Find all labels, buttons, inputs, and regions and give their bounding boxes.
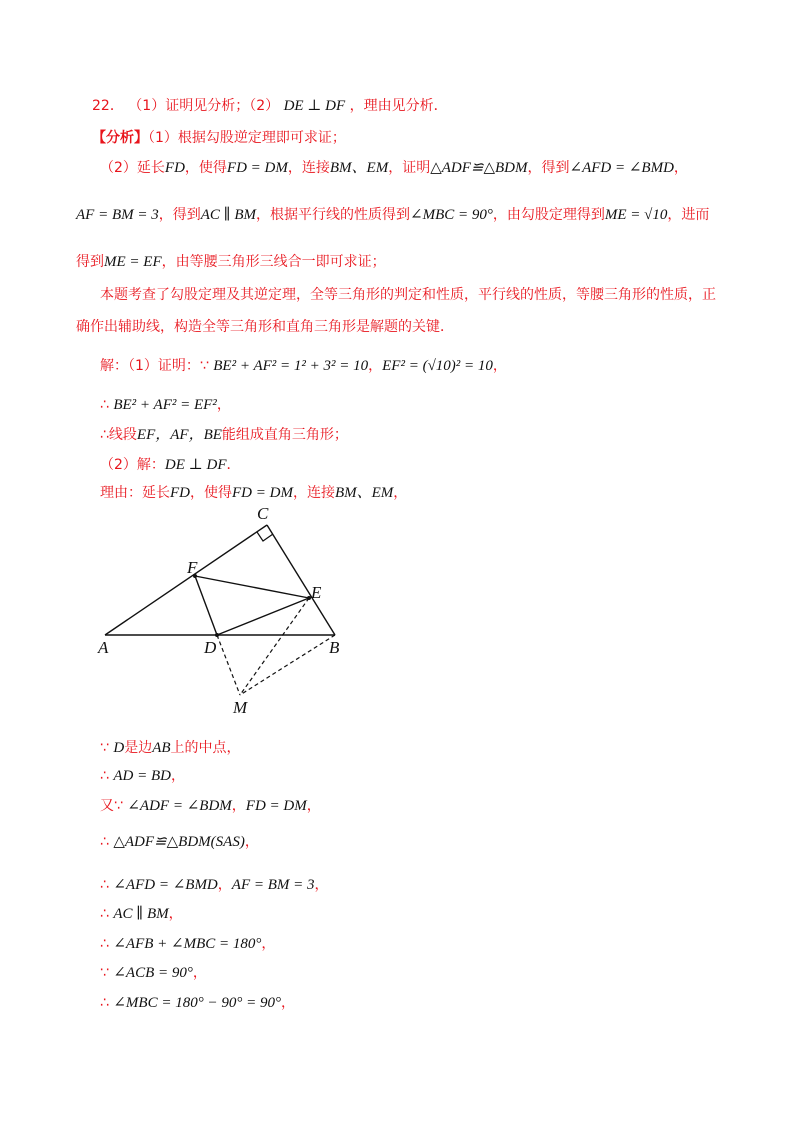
solution-line-4-segment-text: （2）解： [100, 457, 165, 473]
label-A: A [98, 638, 109, 657]
solution-line-1-segment-math: BE² + AF² = 1² + 3² = 10 [213, 358, 369, 374]
analysis-tag: 【分析】 [92, 130, 148, 146]
analysis-line-5 [100, 285, 716, 305]
analysis-text-6: 确作出辅助线，构造全等三角形和直角三角形是解题的关键． [76, 319, 454, 335]
solution-line-2-segment-text: ， [216, 397, 231, 413]
solution-line-3-segment-math: EF，AF，BE [136, 427, 222, 443]
solution-line-5 [100, 483, 407, 503]
analysis-line-2-segment-text: （2）延长 [100, 160, 165, 176]
label-C: C [257, 505, 269, 523]
solution-line-1-segment-text: ， [368, 358, 383, 374]
proof-line-5-segment-math: AF = BM = 3 [231, 877, 315, 893]
proof-line-5-segment-math: ∠AFD = ∠BMD [113, 877, 218, 893]
analysis-line-2-segment-math: ∠AFD = ∠BMD [569, 160, 674, 176]
proof-line-8-segment-text: ， [192, 965, 207, 981]
solution-line-3-segment-text: ∴线段 [100, 427, 137, 443]
segment-CB [267, 525, 335, 635]
label-D: D [204, 638, 217, 657]
proof-line-5 [100, 875, 329, 895]
analysis-line-4-segment-math: ME = EF [104, 254, 162, 270]
proof-line-5-segment-text: ∴ [100, 877, 114, 893]
label-M: M [233, 698, 248, 717]
proof-line-3-segment-text: 又∵ [100, 798, 128, 814]
proof-line-3 [100, 796, 321, 816]
analysis-text-5: 本题考查了勾股定理及其逆定理，全等三角形的判定和性质，平行线的性质，等腰三角形的性质，正 [100, 287, 716, 303]
analysis-line-3-segment-math: AF = BM = 3 [76, 207, 159, 223]
proof-line-4 [100, 832, 259, 852]
proof-line-2-segment-text: ∴ [100, 768, 114, 784]
solution-line-5-segment-text: 理由：延长 [100, 485, 170, 501]
analysis-line-2-segment-text: ，得到 [527, 160, 570, 176]
proof-line-6-segment-math: AC ∥ BM [113, 906, 169, 922]
analysis-line-2-segment-math: BM、EM [329, 160, 389, 176]
segment-BM [240, 635, 335, 695]
analysis-line-3-segment-text: ，得到 [158, 207, 201, 223]
proof-line-2-segment-math: AD = BD [113, 768, 171, 784]
solution-line-5-segment-math: BM、EM [334, 485, 394, 501]
solution-line-4-segment-text: ． [226, 457, 241, 473]
solution-line-2 [100, 395, 231, 415]
segment-FD [195, 576, 217, 635]
analysis-line-6 [76, 317, 454, 337]
segment-DM [217, 635, 240, 695]
solution-line-2-segment-text: ∴ [100, 397, 114, 413]
proof-line-8-segment-math: ∠ACB = 90° [113, 965, 193, 981]
proof-line-9-segment-math: ∠MBC = 180° − 90° = 90° [113, 995, 281, 1011]
analysis-line-4-segment-text: ，由等腰三角形三线合一即可求证； [161, 254, 386, 270]
proof-line-7 [100, 934, 275, 954]
proof-line-9 [100, 993, 295, 1013]
solution-line-1-segment-math: EF² = (√10)² = 10 [382, 358, 493, 374]
proof-line-7-segment-text: ∴ [100, 936, 114, 952]
proof-line-8-segment-text: ∵ [100, 965, 114, 981]
solution-line-1-segment-text: 解：（1）证明：∵ [100, 358, 214, 374]
solution-line-1 [100, 356, 507, 376]
proof-line-1-segment-math: D [113, 740, 125, 756]
solution-line-5-segment-math: FD = DM [232, 485, 293, 501]
proof-line-3-segment-text: ， [306, 798, 321, 814]
analysis-line-1 [92, 128, 346, 148]
solution-line-2-segment-math: BE² + AF² = EF² [113, 397, 217, 413]
proof-line-7-segment-text: ， [261, 936, 276, 952]
proof-line-4-segment-math: △ADF≌△BDM [113, 834, 211, 850]
analysis-line-2 [100, 158, 688, 178]
proof-line-5-segment-text: ， [217, 877, 232, 893]
point-D [215, 633, 219, 637]
question-number: 22． [92, 98, 124, 114]
analysis-line-3-segment-math: ∠MBC = 90° [410, 207, 493, 223]
answer-part1: （1）证明见分析；（2） [128, 98, 280, 114]
analysis-line-3-segment-text: ，进而 [667, 207, 710, 223]
proof-line-3-segment-math: ∠ADF = ∠BDM [127, 798, 232, 814]
analysis-line-2-segment-text: ，连接 [287, 160, 330, 176]
proof-line-8 [100, 963, 207, 983]
analysis-text-1: （1）根据勾股逆定理即可求证； [148, 130, 346, 146]
solution-line-4 [100, 455, 241, 475]
analysis-line-2-segment-math: FD = DM [226, 160, 288, 176]
solution-line-5-segment-math: FD [170, 485, 190, 501]
proof-line-2 [100, 766, 185, 786]
label-F: F [187, 558, 198, 577]
answer-math: DE ⊥ DF [283, 98, 346, 114]
proof-line-6-segment-text: ∴ [100, 906, 114, 922]
proof-line-6 [100, 904, 183, 924]
analysis-line-3-segment-math: ME = √10 [604, 207, 668, 223]
proof-line-4-segment-text: ， [244, 834, 259, 850]
analysis-line-2-segment-math: △ADF≌△BDM [430, 160, 528, 176]
segment-FE [195, 576, 309, 598]
label-E: E [311, 583, 322, 602]
analysis-line-3 [76, 205, 709, 225]
proof-line-9-segment-text: ， [280, 995, 295, 1011]
solution-line-4-segment-math: DE ⊥ DF [164, 457, 227, 473]
analysis-line-3-segment-text: ，根据平行线的性质得到 [256, 207, 410, 223]
proof-line-9-segment-text: ∴ [100, 995, 114, 1011]
segment-AC [105, 525, 267, 635]
analysis-line-2-segment-text: ， [673, 160, 688, 176]
label-B: B [329, 638, 340, 657]
solution-line-5-segment-text: ，连接 [292, 485, 335, 501]
analysis-line-2-segment-text: ，证明 [388, 160, 431, 176]
proof-line-5-segment-text: ， [314, 877, 329, 893]
solution-line-3 [100, 425, 348, 445]
proof-line-1-segment-text: 上的中点， [170, 740, 241, 756]
analysis-line-2-segment-math: FD [164, 160, 185, 176]
proof-line-7-segment-math: ∠AFB + ∠MBC = 180° [113, 936, 262, 952]
solution-line-5-segment-text: ， [393, 485, 408, 501]
proof-line-1 [100, 738, 241, 758]
solution-line-1-segment-text: ， [492, 358, 507, 374]
proof-line-4-segment-math: (SAS) [210, 834, 245, 850]
analysis-line-4 [76, 252, 386, 272]
proof-line-3-segment-math: FD = DM [245, 798, 307, 814]
geometry-figure [90, 505, 370, 720]
answer-part2: ，理由见分析． [349, 98, 448, 114]
analysis-line-2-segment-text: ，使得 [184, 160, 227, 176]
proof-line-6-segment-text: ， [168, 906, 183, 922]
proof-line-1-segment-text: 是边 [124, 740, 153, 756]
proof-line-3-segment-text: ， [231, 798, 246, 814]
solution-line-5-segment-text: ，使得 [190, 485, 232, 501]
right-angle-mark [257, 532, 273, 541]
analysis-line-3-segment-text: ，由勾股定理得到 [492, 207, 605, 223]
analysis-line-4-segment-text: 得到 [76, 254, 104, 270]
proof-line-1-segment-text: ∵ [100, 740, 114, 756]
solution-line-3-segment-text: 能组成直角三角形； [221, 427, 348, 443]
answer-line [92, 96, 448, 116]
proof-line-4-segment-text: ∴ [100, 834, 114, 850]
proof-line-1-segment-math: AB [152, 740, 171, 756]
proof-line-2-segment-text: ， [170, 768, 185, 784]
analysis-line-3-segment-math: AC ∥ BM [200, 207, 256, 223]
